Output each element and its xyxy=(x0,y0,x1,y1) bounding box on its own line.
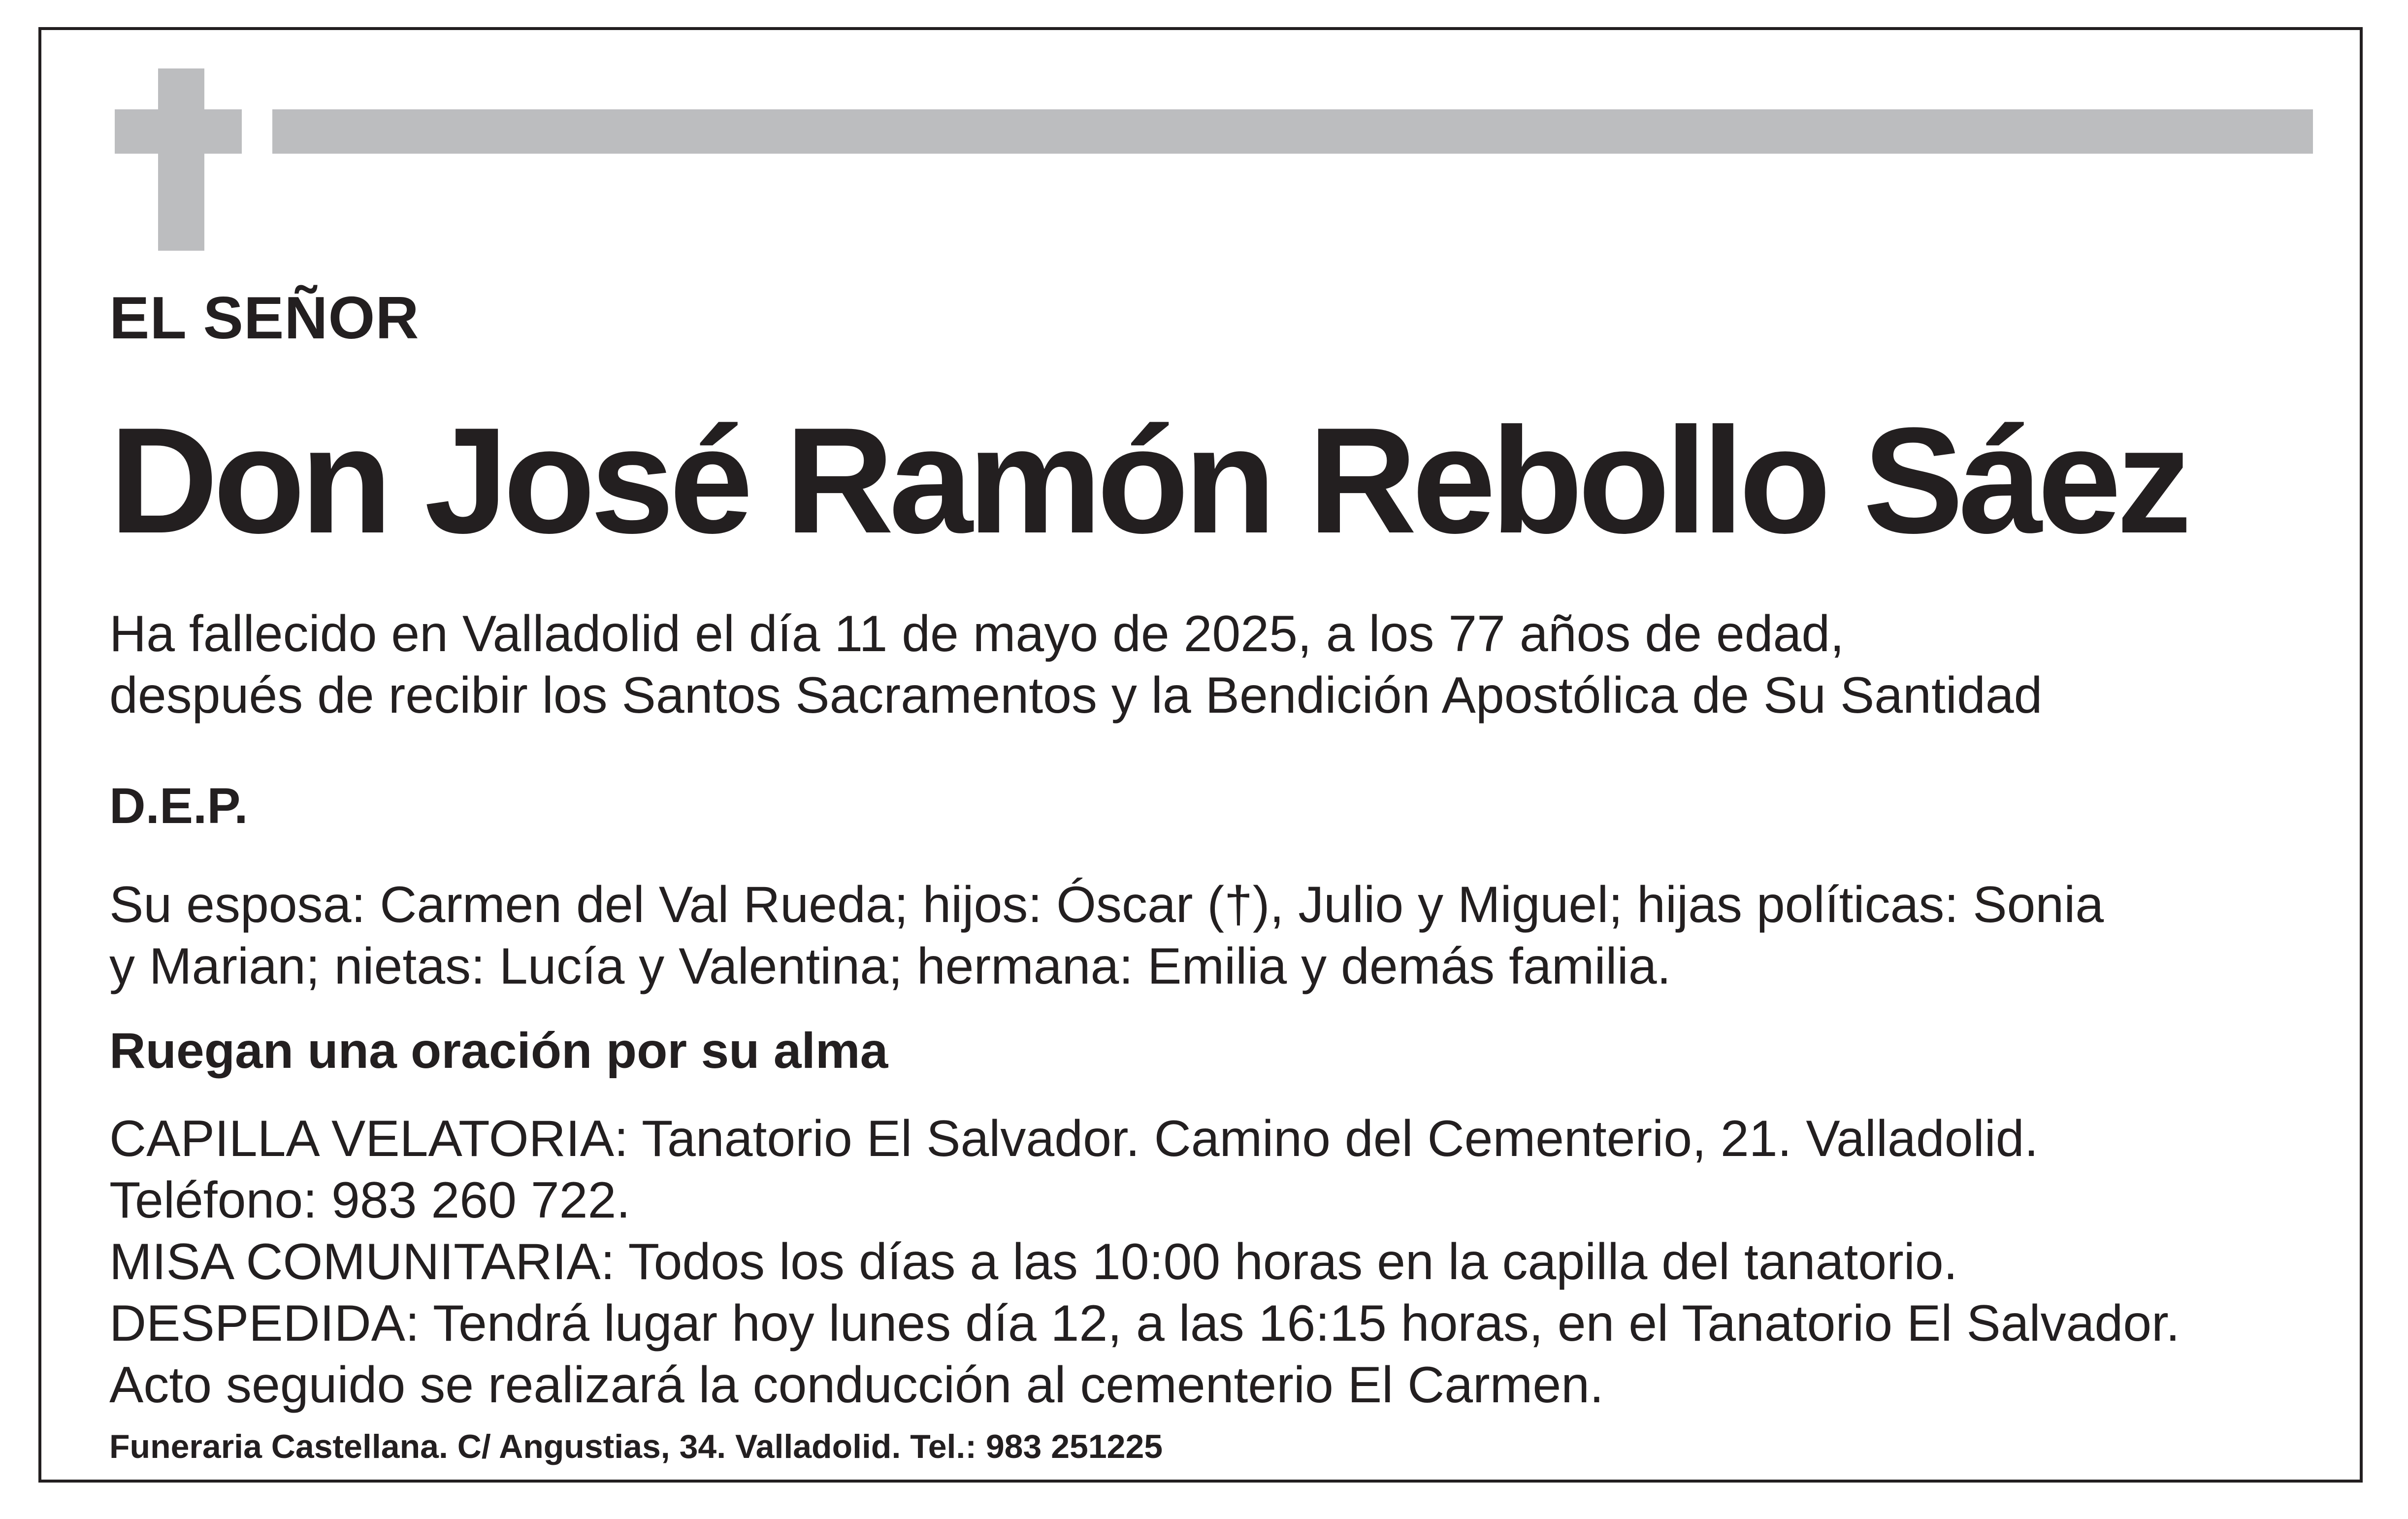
announcement-line: después de recibir los Santos Sacramentos y la Bendición Apostólica de Su Santidad xyxy=(109,667,2043,724)
details-line: CAPILLA VELATORIA: Tanatorio El Salvador. Camino del Cementerio, 21. Valladolid. xyxy=(109,1110,2039,1167)
family-line: y Marian; nietas: Lucía y Valentina; hermana: Emilia y demás familia. xyxy=(109,938,1671,995)
family-line: Su esposa: Carmen del Val Rueda; hijos: Óscar (†), Julio y Miguel; hijas políticas: Sonia xyxy=(109,876,2104,933)
details-line: MISA COMUNITARIA: Todos los días a las 10:00 horas en la capilla del tanatorio. xyxy=(109,1233,1958,1290)
details-line: DESPEDIDA: Tendrá lugar hoy lunes día 12, a las 16:15 horas, en el Tanatorio El Salvador. xyxy=(109,1295,2180,1352)
service-details xyxy=(109,1108,2180,1416)
prayer-request: Ruegan una oración por su alma xyxy=(109,1023,888,1079)
family-list xyxy=(109,874,2104,997)
details-line: Acto seguido se realizará la conducción al cementerio El Carmen. xyxy=(109,1356,1604,1414)
deceased-name: Don José Ramón Rebollo Sáez xyxy=(109,396,2187,564)
cross-icon-arm xyxy=(115,109,242,154)
rip-abbreviation: D.E.P. xyxy=(109,778,248,834)
announcement-line: Ha fallecido en Valladolid el día 11 de mayo de 2025, a los 77 años de edad, xyxy=(109,605,1845,662)
details-line: Teléfono: 983 260 722. xyxy=(109,1172,631,1229)
funeral-home-footer: Funeraria Castellana. C/ Angustias, 34. Valladolid. Tel.: 983 251225 xyxy=(109,1428,1163,1465)
death-announcement xyxy=(109,603,2043,726)
header-divider-bar xyxy=(272,109,2313,154)
honorific: EL SEÑOR xyxy=(109,284,420,351)
cross-icon xyxy=(158,68,204,251)
